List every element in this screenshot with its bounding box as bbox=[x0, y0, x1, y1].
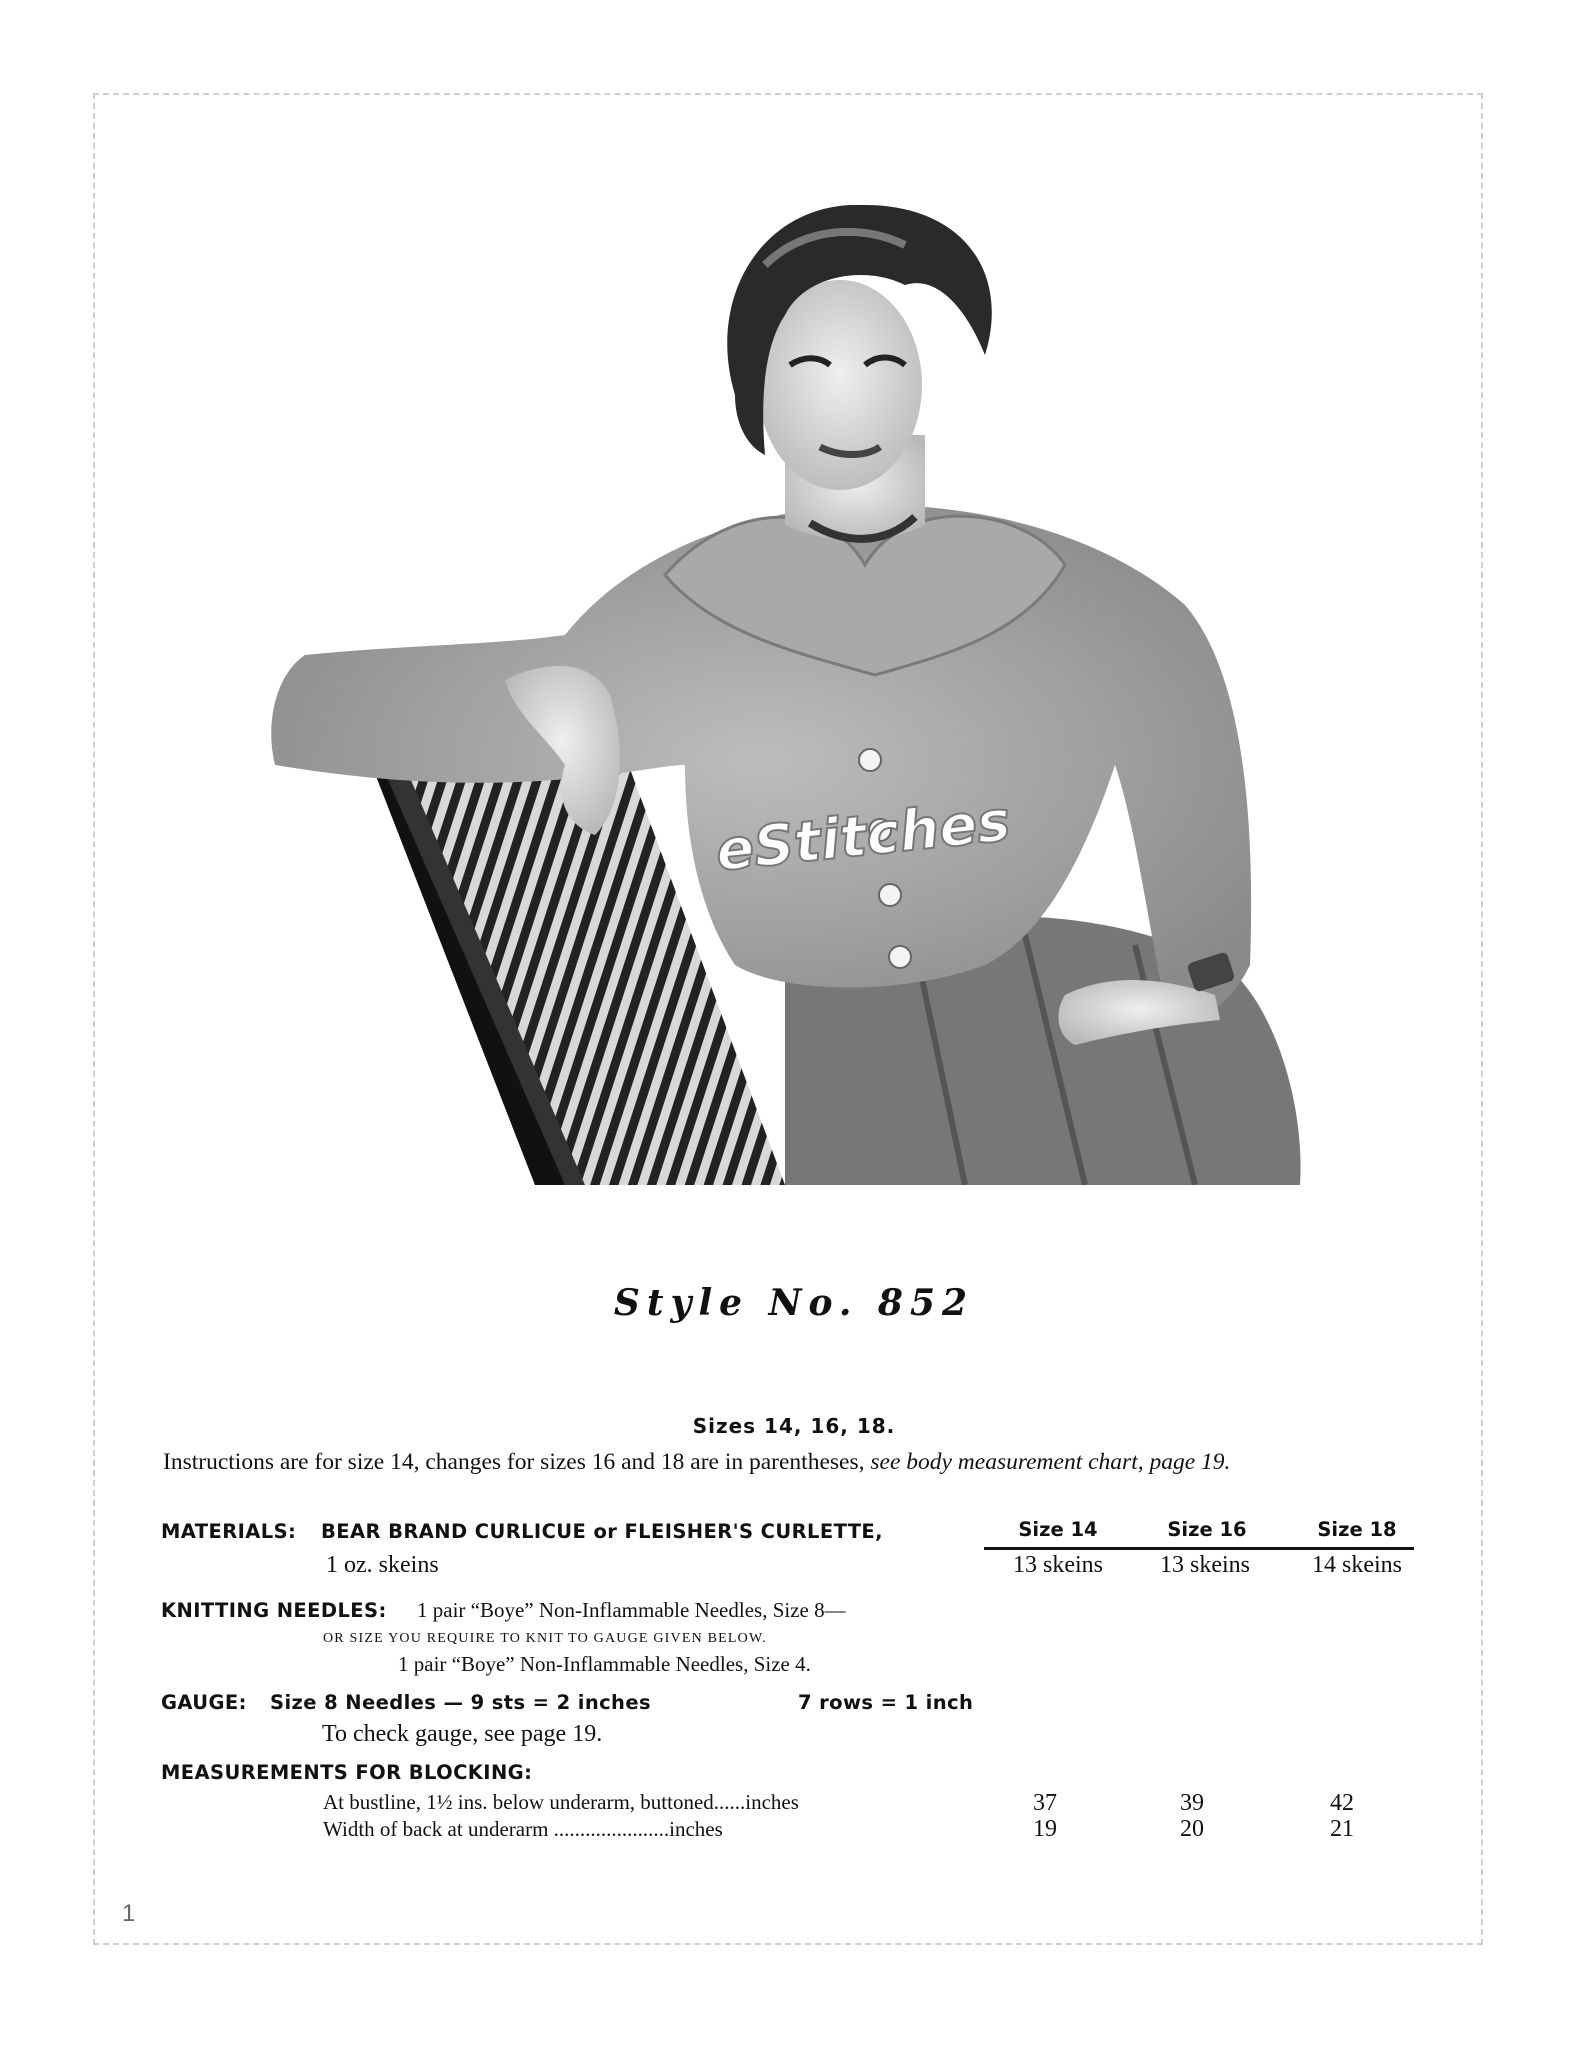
size-14-skeins: 13 skeins bbox=[1013, 1552, 1103, 1578]
needles-line-3: 1 pair “Boye” Non-Inflammable Needles, Size 4. bbox=[398, 1652, 811, 1676]
measurements-label: MEASUREMENTS FOR BLOCKING: bbox=[161, 1761, 533, 1784]
back-size-16: 20 bbox=[1180, 1816, 1204, 1842]
materials-unit: 1 oz. skeins bbox=[326, 1552, 439, 1578]
bust-size-16: 39 bbox=[1180, 1790, 1204, 1816]
intro-reference: see body measurement chart, page 19. bbox=[870, 1449, 1231, 1475]
bust-size-18: 42 bbox=[1330, 1790, 1354, 1816]
needles-line-1: 1 pair “Boye” Non-Inflammable Needles, Size 8— bbox=[417, 1598, 846, 1622]
gauge-check: To check gauge, see page 19. bbox=[322, 1721, 603, 1747]
measurement-bust-label: At bustline, 1½ ins. below underarm, buttoned......inches bbox=[323, 1790, 799, 1814]
back-size-18: 21 bbox=[1330, 1816, 1354, 1842]
gauge-stitches: Size 8 Needles — 9 sts = 2 inches bbox=[270, 1691, 651, 1714]
back-size-14: 19 bbox=[1033, 1816, 1057, 1842]
size-18-header: Size 18 bbox=[1317, 1518, 1397, 1541]
intro-paragraph bbox=[163, 1448, 1413, 1476]
size-14-header: Size 14 bbox=[1018, 1518, 1098, 1541]
intro-text: Instructions are for size 14, changes for sizes 16 and 18 are in parentheses, bbox=[163, 1449, 865, 1475]
needles-line-2: OR SIZE YOU REQUIRE TO KNIT TO GAUGE GIVEN BELOW. bbox=[323, 1631, 767, 1646]
size-header-rule bbox=[984, 1547, 1414, 1550]
page-number: 1 bbox=[122, 1900, 136, 1927]
needles-label: KNITTING NEEDLES: bbox=[161, 1599, 387, 1622]
size-16-header: Size 16 bbox=[1167, 1518, 1247, 1541]
sizes-heading: Sizes 14, 16, 18. bbox=[692, 1414, 896, 1438]
materials-yarn: BEAR BRAND CURLICUE or FLEISHER'S CURLETTE, bbox=[321, 1520, 883, 1543]
model-photograph bbox=[265, 205, 1305, 1185]
page-title: Style No. 852 bbox=[613, 1282, 975, 1324]
gauge-rows: 7 rows = 1 inch bbox=[798, 1691, 974, 1714]
measurement-back-label: Width of back at underarm ......................inches bbox=[323, 1817, 723, 1841]
size-18-skeins: 14 skeins bbox=[1312, 1552, 1402, 1578]
size-16-skeins: 13 skeins bbox=[1160, 1552, 1250, 1578]
watermark-text: eStitches bbox=[712, 788, 1014, 885]
gauge-label: GAUGE: bbox=[161, 1691, 247, 1714]
materials-label: MATERIALS: bbox=[161, 1520, 297, 1543]
bust-size-14: 37 bbox=[1033, 1790, 1057, 1816]
